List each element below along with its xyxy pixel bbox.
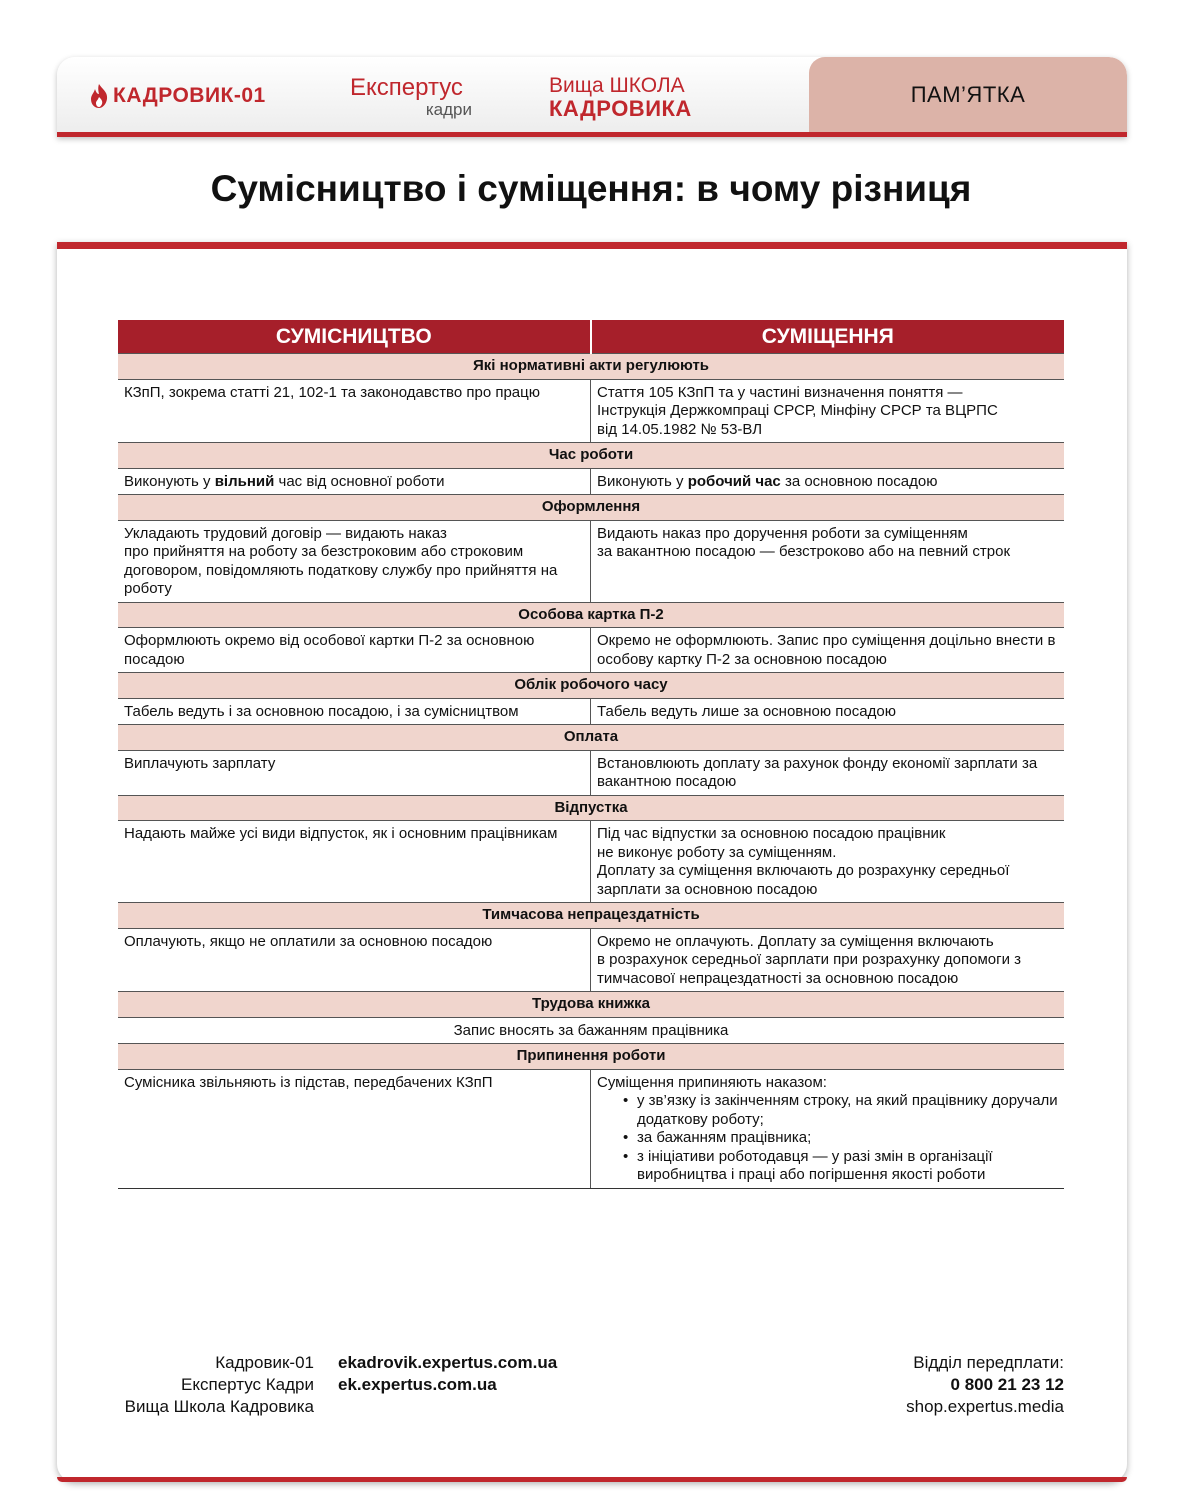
section-title: Тимчасова непрацездатність [118,903,1064,929]
kadrovyk-01-logo[interactable] [89,83,266,109]
section-header-row [118,903,1064,929]
section-title: Облік робочого часу [118,673,1064,699]
subscription-phone[interactable]: 0 800 21 23 12 [950,1375,1064,1394]
memo-tab [809,57,1127,132]
section-header-row [118,1044,1064,1070]
cell-line: Доплату за суміщення включають до розрахунку середньої зарплати за основною посадою [597,862,1010,898]
table-row [118,468,1064,495]
cell-line: Стаття 105 КЗпП та у частині визначення поняття — [597,383,963,401]
section-title: Оплата [118,725,1064,751]
memo-label: ПАМ’ЯТКА [910,81,1026,107]
expertus-logo-sub: кадри [425,100,472,119]
list-item: • з ініціативи роботодавця — у разі змін в організації виробництва і праці або погіршення якості роботи [623,1148,1058,1185]
right-cell [591,821,1065,903]
header-banner [57,57,1127,137]
cell-line: Суміщення припиняють наказом: [597,1073,827,1091]
section-title: Час роботи [118,443,1064,469]
cell-line: Окремо не оплачують. Доплату за суміщення включають [597,932,994,950]
section-header-row [118,673,1064,699]
section-title: Трудова книжка [118,992,1064,1018]
section-title: Особова картка П-2 [118,602,1064,628]
table-row [118,750,1064,795]
panel-top-bar [57,242,1127,249]
cell-text: час від основної роботи [274,472,445,490]
left-cell: Оплачують, якщо не оплатили за основною посадою [118,928,591,992]
footer-name: Експертус Кадри [181,1375,314,1394]
section-header-row [118,495,1064,521]
section-title: Припинення роботи [118,1044,1064,1070]
comparison-table [118,320,1064,1189]
cell-bold-text: вільний [214,472,275,490]
table-row [118,698,1064,725]
vyshcha-shkola-logo-line2: КАДРОВИКА [549,96,692,121]
table-header-row [118,320,1064,354]
right-cell: Окремо не оформлюють. Запис про суміщення доцільно внести в особову картку П-2 за основною посадою [597,632,1056,668]
section-header-row [118,795,1064,821]
cell-line: Під час відпустки за основною посадою працівник [597,825,946,842]
left-cell: Надають майже усі види відпусток, як і основним працівникам [118,821,591,903]
cell-text: за основною посадою [780,472,938,490]
right-cell [591,928,1065,992]
cell-text: Виконують у [597,472,688,490]
table-row [118,821,1064,903]
section-header-row [118,443,1064,469]
footer-names [118,1352,314,1418]
section-header-row [118,725,1064,751]
left-cell: Оформлюють окремо від особової картки П-2 за основною посадою [118,628,591,673]
right-cell: Табель ведуть лише за основною посадою [597,702,896,720]
left-cell [118,520,591,602]
cell-bold-text: робочий час [687,472,781,490]
left-cell: Табель ведуть і за основною посадою, і за сумісництвом [118,698,591,725]
footer-name: Вища Школа Кадровика [124,1397,314,1416]
list-item: • у зв’язку із закінченням строку, на який працівнику доручали додаткову роботу; [623,1092,1058,1129]
header-accent-bar [57,132,1127,137]
section-header-row [118,354,1064,380]
section-title: Оформлення [118,495,1064,521]
cell-line: не виконує роботу за суміщенням. [597,843,837,861]
footer-name: Кадровик-01 [215,1353,314,1372]
panel-bottom-bar [57,1477,1127,1482]
section-title: Відпустка [118,795,1064,821]
right-cell [591,379,1065,443]
right-cell [591,1069,1065,1188]
merged-cell: Запис вносять за бажанням працівника [453,1021,729,1039]
section-title: Які нормативні акти регулюють [118,354,1064,380]
cell-line: Укладають трудовий договір — видають наказ [124,524,447,542]
table-row [118,628,1064,673]
footer-sites [338,1352,557,1396]
subscription-label: Відділ передплати: [913,1353,1064,1372]
cell-line: про прийняття на роботу за безстроковим або строковим договором, повідомляють податкову службу про прийняття на роботу [124,543,558,597]
table-row [118,1069,1064,1188]
left-cell: Сумісника звільняють із підстав, передбачених КЗпП [118,1069,591,1188]
vyshcha-shkola-logo-line1: Вища ШКОЛА [549,74,685,97]
page-title: Сумісництво і суміщення: в чому різниця [210,168,972,209]
footer-site-link[interactable]: ekadrovik.expertus.com.ua [338,1353,558,1372]
section-header-row [118,992,1064,1018]
right-cell [591,468,1065,495]
table-row [118,1017,1064,1044]
left-cell [118,468,591,495]
shop-link[interactable]: shop.expertus.media [906,1397,1064,1416]
footer-subscription [906,1352,1064,1418]
list-item: • за бажанням працівника; [623,1129,1058,1148]
table-row [118,379,1064,443]
column-header-sumishchennia: СУМІЩЕННЯ [591,320,1065,354]
column-header-sumisnytstvo: СУМІСНИЦТВО [118,320,591,354]
cell-line: за вакантною посадою — безстроково або на певний строк [597,543,1011,560]
cell-text: Виконують у [124,472,215,490]
table-row [118,928,1064,992]
bullet-list [597,1092,1058,1185]
right-cell [591,520,1065,602]
cell-line: Інструкція Держкомпраці СРСР, Мінфіну СРСР та ВЦРПС [597,402,998,419]
right-cell: Встановлюють доплату за рахунок фонду економії зарплати за вакантною посадою [597,754,1038,790]
expertus-kadry-logo[interactable] [350,75,480,119]
section-header-row [118,602,1064,628]
flame-icon [89,83,109,109]
table-row [118,520,1064,602]
vyshcha-shkola-logo[interactable] [549,75,692,121]
footer-site-link[interactable]: ek.expertus.com.ua [338,1375,497,1394]
expertus-logo-main: Експертус [350,74,463,101]
cell-line: в розрахунок середньої зарплати при розрахунку допомоги з тимчасової непрацездатності за основною посадою [597,951,1022,987]
left-cell: Виплачують зарплату [118,750,591,795]
left-cell: КЗпП, зокрема статті 21, 102-1 та законодавство про працю [118,379,591,443]
kadrovyk-01-logo-text: КАДРОВИК-01 [113,84,266,107]
cell-line: від 14.05.1982 № 53-ВЛ [597,420,763,438]
cell-line: Видають наказ про доручення роботи за суміщенням [597,524,968,542]
